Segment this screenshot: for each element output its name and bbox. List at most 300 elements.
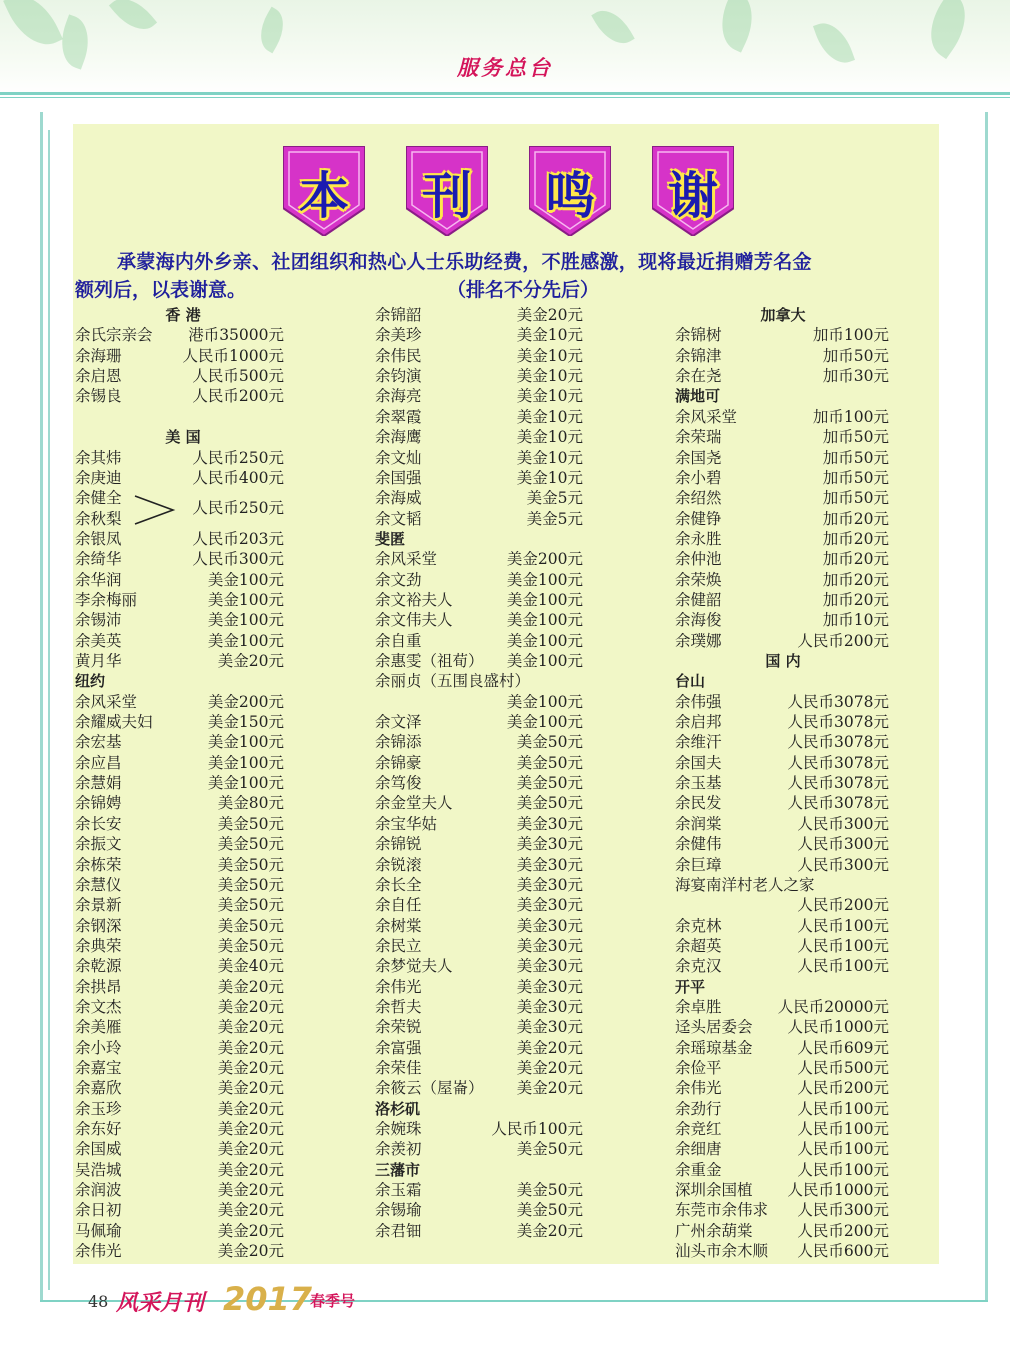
donor-row [675, 468, 889, 488]
region-heading: 三藩市 [375, 1160, 421, 1179]
donor-name: 余启邦 [675, 713, 722, 731]
donation-amount: 加币20元 [822, 509, 889, 528]
donation-amount: 美金50元 [217, 875, 284, 894]
donor-row [75, 773, 284, 793]
donor-name: 余国夫 [675, 753, 722, 772]
donor-row [375, 712, 583, 732]
donor-row [75, 1017, 284, 1037]
donor-row [375, 1038, 583, 1058]
donor-row [675, 855, 889, 875]
donor-name: 余绮华 [75, 550, 122, 569]
donation-amount: 人民币300元 [192, 550, 284, 569]
donor-name: 余应昌 [75, 753, 122, 772]
donation-amount: 加币20元 [822, 570, 889, 589]
donor-row [75, 977, 284, 997]
donation-amount: 美金50元 [217, 936, 284, 955]
donation-amount: 人民币20000元 [777, 997, 889, 1016]
donor-name: 吴浩城 [75, 1160, 122, 1179]
donor-name: 汕头市余木顺 [675, 1242, 769, 1261]
year-logo: 2017 [223, 1280, 313, 1318]
donation-amount: 美金100元 [506, 590, 583, 609]
donation-amount: 人民币100元 [797, 916, 889, 935]
donor-row [75, 936, 284, 956]
donor-name: 余羡初 [375, 1140, 422, 1159]
donation-amount: 美金10元 [516, 326, 583, 345]
donor-name: 余锦锐 [375, 835, 422, 854]
donor-row [675, 1017, 889, 1037]
donation-amount: 人民币100元 [797, 1140, 889, 1159]
donation-amount: 加币100元 [812, 326, 889, 345]
donation-amount: 美金10元 [516, 367, 583, 386]
donor-row [75, 468, 284, 488]
donation-amount: 人民币200元 [797, 896, 889, 915]
donor-row [675, 366, 889, 386]
donor-row [75, 610, 284, 630]
donor-row [75, 570, 284, 590]
donor-row [675, 875, 889, 895]
donor-row [675, 1099, 889, 1119]
donation-amount: 美金50元 [516, 1140, 583, 1159]
donor-name: 余竞红 [675, 1120, 722, 1138]
donor-row [675, 1078, 889, 1098]
donor-row [675, 427, 889, 447]
donation-amount: 美金50元 [516, 794, 583, 813]
donor-name: 余风采堂 [675, 407, 738, 426]
donation-amount: 美金50元 [217, 855, 284, 874]
title-char-banner [652, 146, 734, 236]
donation-amount: 美金20元 [217, 652, 284, 670]
donation-amount: 人民币500元 [797, 1059, 889, 1077]
donor-name: 余耀威夫妇 [75, 713, 153, 731]
donor-row [75, 895, 284, 915]
donor-row [375, 1221, 583, 1241]
donation-amount: 美金50元 [217, 916, 284, 935]
donor-row [675, 346, 889, 366]
donor-name: 余文杰 [75, 997, 122, 1016]
donor-row [375, 793, 583, 813]
donation-amount: 美金30元 [516, 814, 583, 833]
donation-amount: 美金100元 [207, 753, 284, 772]
donor-row [375, 895, 583, 915]
donor-row [375, 916, 583, 936]
bracket-icon [133, 494, 177, 526]
donor-name: 余启恩 [75, 367, 122, 386]
donation-amount: 人民币500元 [192, 367, 284, 386]
donor-row [675, 1241, 889, 1261]
donor-row [375, 753, 583, 773]
magazine-name: 风采月刊 [116, 1290, 205, 1316]
donation-amount: 美金200元 [506, 550, 583, 569]
donor-name: 余超英 [675, 936, 722, 955]
donor-row [75, 1139, 284, 1159]
donation-amount: 加币50元 [822, 428, 889, 447]
donor-name: 余华润 [75, 570, 122, 589]
donation-amount: 美金30元 [516, 855, 583, 874]
donor-row [675, 529, 889, 549]
donor-row [75, 753, 284, 773]
donor-name: 余丽贞（五围良盛村） [375, 672, 531, 691]
donor-row [75, 1058, 284, 1078]
donor-row [375, 692, 583, 712]
donation-amount: 人民币300元 [797, 855, 889, 874]
donor-name: 余锦韶 [375, 306, 422, 324]
donation-amount: 人民币3078元 [787, 774, 889, 792]
donation-amount: 加币50元 [822, 489, 889, 508]
region-heading: 洛杉矶 [375, 1099, 421, 1118]
donor-row [375, 651, 583, 671]
donation-amount: 美金100元 [207, 631, 284, 650]
donor-name: 黄月华 [75, 652, 122, 670]
donor-name: 余风采堂 [75, 692, 138, 711]
donation-amount: 美金30元 [516, 896, 583, 915]
donor-name: 余锦树 [675, 326, 722, 345]
donor-row [375, 509, 583, 529]
donation-amount: 加币30元 [822, 367, 889, 386]
donor-name: 余景新 [75, 896, 122, 915]
donor-row [675, 936, 889, 956]
donor-name: 余典荣 [75, 936, 122, 955]
donor-name: 余国威 [75, 1140, 122, 1159]
donor-row [75, 814, 284, 834]
donation-amount: 美金50元 [217, 896, 284, 915]
donation-amount: 美金20元 [217, 1201, 284, 1220]
donation-amount: 美金20元 [516, 306, 583, 324]
donor-row [75, 692, 284, 712]
donor-name: 余伟光 [75, 1242, 122, 1261]
donor-row [75, 346, 284, 366]
donor-name: 余慧娟 [75, 774, 122, 792]
donor-name: 余嘉欣 [75, 1079, 122, 1098]
donation-amount: 美金10元 [516, 428, 583, 447]
donor-name: 余劲行 [675, 1099, 722, 1118]
donor-name: 余民发 [675, 794, 722, 813]
donor-name: 余维汗 [675, 733, 722, 752]
donor-row [75, 325, 284, 345]
donation-amount: 人民币1000元 [787, 1018, 889, 1037]
donor-name: 马佩瑜 [75, 1221, 122, 1240]
donor-row [375, 610, 583, 630]
donor-name: 余富强 [375, 1038, 422, 1057]
spacer [75, 407, 284, 427]
donor-row [75, 1180, 284, 1200]
donation-amount: 人民币200元 [797, 1079, 889, 1098]
donation-amount: 港币35000元 [188, 326, 284, 345]
donor-name: 余锐滚 [375, 855, 422, 874]
donation-amount: 美金100元 [506, 713, 583, 731]
donor-row [75, 529, 284, 549]
intro-line-2: 额列后，以表谢意。 [75, 279, 247, 301]
region-heading: 加拿大 [760, 306, 806, 324]
donor-name: 余树棠 [375, 916, 422, 935]
donor-name: 余健全 [75, 489, 122, 508]
donation-amount: 加币50元 [822, 448, 889, 467]
donation-amount: 美金40元 [217, 957, 284, 976]
donation-amount: 人民币200元 [797, 631, 889, 650]
donor-name: 余文韬 [375, 509, 422, 528]
donation-amount: 美金50元 [516, 1181, 583, 1200]
donor-row [75, 366, 284, 386]
donor-name: 余锦豪 [375, 753, 422, 772]
donor-name: 余振文 [75, 835, 122, 854]
donor-name: 余文泽 [375, 713, 422, 731]
donation-amount: 美金50元 [516, 733, 583, 752]
donor-name: 余绍然 [675, 489, 722, 508]
donation-amount: 人民币100元 [491, 1120, 583, 1138]
donor-row [75, 875, 284, 895]
donor-row [75, 1221, 284, 1241]
donor-row [75, 549, 284, 569]
donor-row [675, 549, 889, 569]
intro-line-1: 承蒙海内外乡亲、社团组织和热心人士乐助经费，不胜感激，现将最近捐赠芳名金 [117, 251, 812, 273]
donor-name: 余拱昂 [75, 977, 122, 996]
donation-amount: 加币50元 [822, 346, 889, 365]
donor-name: 余栋荣 [75, 855, 122, 874]
donation-amount: 美金100元 [506, 611, 583, 630]
donor-row [375, 305, 583, 325]
donor-row [675, 916, 889, 936]
donation-amount: 美金100元 [506, 631, 583, 650]
donor-row [375, 773, 583, 793]
donation-amount: 美金100元 [506, 652, 583, 670]
left-border [40, 112, 43, 1302]
issue-season: 春季号 [310, 1292, 356, 1310]
region-heading: 纽约 [75, 672, 106, 691]
region-heading: 开平 [675, 977, 706, 996]
title-char-banner [283, 146, 365, 236]
donor-name: 余荣焕 [675, 570, 722, 589]
donor-name: 余秋梨 [75, 509, 122, 528]
donor-name: 余文劲 [375, 570, 422, 589]
donor-row [375, 1078, 583, 1098]
donor-name: 余锦娉 [75, 794, 122, 813]
donation-amount: 美金100元 [207, 733, 284, 752]
donation-amount: 加币50元 [822, 468, 889, 487]
donor-row [675, 1200, 889, 1220]
donor-row [675, 753, 889, 773]
donation-amount: 人民币300元 [797, 814, 889, 833]
donor-name: 余自任 [375, 896, 422, 915]
donor-row [675, 997, 889, 1017]
donor-name: 余海俊 [675, 611, 722, 630]
donation-amount: 美金20元 [217, 1242, 284, 1261]
donor-row [75, 916, 284, 936]
donation-amount: 加币10元 [822, 611, 889, 630]
donor-row [75, 1078, 284, 1098]
donor-name: 余小碧 [675, 468, 722, 487]
donor-name: 余锡良 [75, 387, 122, 406]
donor-row [675, 895, 889, 915]
donor-row [675, 712, 889, 732]
donor-row [675, 1180, 889, 1200]
donor-name: 深圳余国植 [675, 1181, 753, 1200]
donor-name: 余璞娜 [675, 631, 722, 650]
donation-amount: 美金10元 [516, 448, 583, 467]
donor-row [375, 407, 583, 427]
donor-name: 余哲夫 [375, 997, 422, 1016]
donation-amount: 美金20元 [217, 1018, 284, 1037]
donor-row [675, 1160, 889, 1180]
donor-row [75, 834, 284, 854]
donor-name: 余东好 [75, 1120, 122, 1138]
donor-name: 余庚迪 [75, 468, 122, 487]
donor-row [375, 570, 583, 590]
donation-amount: 美金30元 [516, 977, 583, 996]
donor-name: 余荣锐 [375, 1018, 422, 1037]
donor-name: 广州余葫棠 [675, 1221, 753, 1240]
donor-row [375, 732, 583, 752]
donation-amount: 美金20元 [217, 1160, 284, 1179]
donation-amount: 加币20元 [822, 529, 889, 548]
donor-row [75, 386, 284, 406]
donor-name: 余氏宗亲会 [75, 326, 153, 345]
donation-amount: 美金200元 [207, 692, 284, 711]
donor-row [375, 346, 583, 366]
donor-name: 余梦觉夫人 [375, 957, 453, 976]
donor-name: 余慧仪 [75, 875, 122, 894]
donor-row [675, 732, 889, 752]
donation-amount: 人民币3078元 [787, 713, 889, 731]
donor-name: 余玉珍 [75, 1099, 122, 1118]
donor-row [675, 610, 889, 630]
donor-name: 余玉霜 [375, 1181, 422, 1200]
donor-row [375, 1017, 583, 1037]
donor-name: 余海珊 [75, 346, 122, 365]
donor-name: 余健伟 [675, 835, 722, 854]
donor-row [375, 855, 583, 875]
donation-amount: 美金10元 [516, 387, 583, 406]
donor-name: 余卓胜 [675, 997, 722, 1016]
donation-amount: 美金100元 [207, 570, 284, 589]
donor-row [75, 855, 284, 875]
donation-amount: 美金30元 [516, 997, 583, 1016]
region-heading: 国 内 [765, 652, 801, 670]
donor-row [675, 956, 889, 976]
donor-name: 余钢深 [75, 916, 122, 935]
donor-row [675, 692, 889, 712]
donor-row [75, 1038, 284, 1058]
donor-name: 余乾源 [75, 957, 122, 976]
donation-amount: 美金80元 [217, 794, 284, 813]
donation-amount: 人民币1000元 [787, 1181, 889, 1200]
header-rule-thin [0, 97, 1010, 98]
donation-amount: 美金20元 [217, 977, 284, 996]
donor-row [375, 1200, 583, 1220]
donation-amount: 人民币203元 [192, 529, 284, 548]
donation-amount: 人民币300元 [797, 835, 889, 854]
donation-amount: 美金20元 [516, 1038, 583, 1057]
donor-name: 余笃俊 [375, 774, 422, 792]
donor-name: 余美雁 [75, 1018, 122, 1037]
donor-name: 李余梅丽 [75, 590, 138, 609]
donation-amount: 美金20元 [217, 1140, 284, 1159]
donation-amount: 美金100元 [207, 590, 284, 609]
donation-amount: 人民币100元 [797, 1099, 889, 1118]
shared-amount: 人民币250元 [192, 499, 284, 517]
donor-name: 东莞市余伟求 [675, 1201, 769, 1220]
donation-amount: 美金20元 [217, 997, 284, 1016]
donation-amount: 美金20元 [217, 1120, 284, 1138]
donor-name: 余惠雯（祖荀） [375, 652, 484, 670]
donation-amount: 人民币3078元 [787, 753, 889, 772]
donor-row [675, 1038, 889, 1058]
donation-amount: 人民币600元 [797, 1242, 889, 1261]
donor-row [75, 1099, 284, 1119]
donation-amount: 人民币250元 [192, 448, 284, 467]
donor-name: 余民立 [375, 936, 422, 955]
donor-row [375, 468, 583, 488]
donor-name: 余宏基 [75, 733, 122, 752]
donation-amount: 美金20元 [217, 1099, 284, 1118]
donor-name: 余玉基 [675, 774, 722, 792]
donation-amount: 美金30元 [516, 916, 583, 935]
donor-row [375, 590, 583, 610]
donor-name: 余海亮 [375, 387, 422, 406]
title-char: 本 [299, 167, 349, 225]
donor-name: 余润棠 [675, 814, 722, 833]
donation-amount: 美金150元 [207, 713, 284, 731]
donor-row [375, 386, 583, 406]
donor-name: 余婉珠 [375, 1120, 422, 1138]
donation-amount: 美金20元 [217, 1038, 284, 1057]
donor-name: 余锦添 [375, 733, 422, 752]
donor-name: 余巨璋 [675, 855, 722, 874]
donor-name: 海宴南洋村老人之家 [675, 875, 815, 894]
donor-row [75, 651, 284, 671]
donor-row [375, 631, 583, 651]
donation-amount: 美金30元 [516, 835, 583, 854]
donor-name: 余在尧 [675, 367, 722, 386]
donor-name: 余美英 [75, 631, 122, 650]
donor-row [75, 793, 284, 813]
donor-row [75, 448, 284, 468]
donation-amount: 美金10元 [516, 346, 583, 365]
donor-row [375, 814, 583, 834]
donation-amount: 美金100元 [207, 774, 284, 792]
donor-row [375, 448, 583, 468]
donor-name: 余君钿 [375, 1221, 422, 1240]
region-heading: 满地可 [675, 387, 721, 406]
donor-row [75, 1200, 284, 1220]
donation-amount: 美金20元 [516, 1059, 583, 1077]
donation-amount: 加币20元 [822, 590, 889, 609]
region-heading: 美 国 [165, 428, 201, 447]
left-border-inner [48, 130, 50, 1290]
donor-row [75, 732, 284, 752]
donor-name: 余其炜 [75, 448, 122, 467]
donor-name: 余伟强 [675, 692, 722, 711]
donation-amount: 美金5元 [526, 509, 583, 528]
donor-row [375, 366, 583, 386]
donor-row [75, 1119, 284, 1139]
page-number: 48 [88, 1292, 109, 1311]
donor-name: 余伟民 [375, 346, 422, 365]
donor-row [375, 1119, 583, 1139]
region-heading: 斐匿 [375, 529, 406, 548]
donation-amount: 美金20元 [217, 1221, 284, 1240]
donation-amount: 人民币200元 [192, 387, 284, 406]
donor-row [675, 325, 889, 345]
donor-name: 余翠霞 [375, 407, 422, 426]
donor-name: 余伟光 [375, 977, 422, 996]
donor-row [675, 407, 889, 427]
donation-amount: 美金50元 [516, 1201, 583, 1220]
donor-name: 余嘉宝 [75, 1059, 122, 1077]
donation-amount: 美金30元 [516, 957, 583, 976]
title-char-banner [406, 146, 488, 236]
donor-row [375, 956, 583, 976]
donor-name: 余海鹰 [375, 428, 422, 447]
donation-amount: 人民币100元 [797, 1120, 889, 1138]
